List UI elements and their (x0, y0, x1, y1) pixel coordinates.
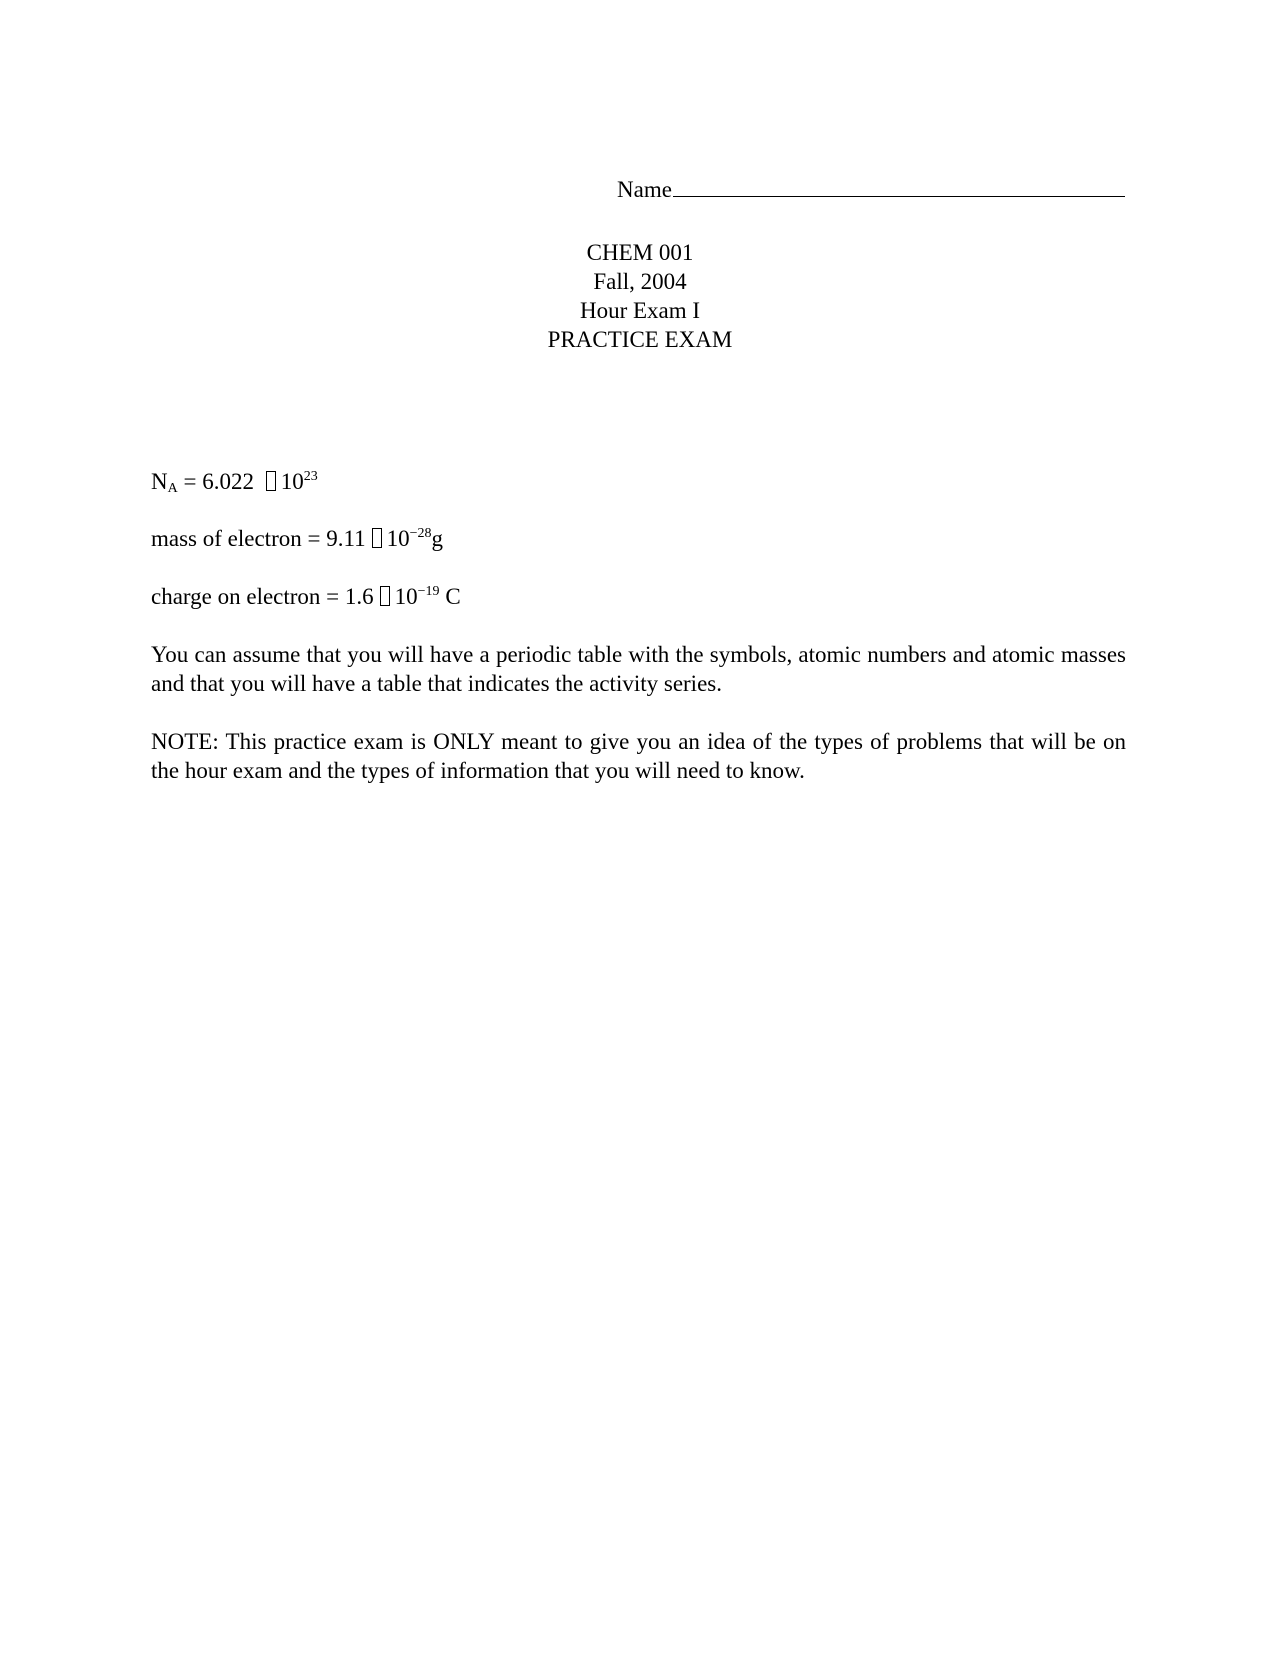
electron-charge-constant (151, 585, 461, 608)
avogadro-constant (151, 469, 318, 496)
electron-charge-unit: C (439, 584, 461, 609)
electron-mass-unit: g (431, 526, 443, 551)
electron-charge-exponent: −19 (417, 584, 440, 599)
electron-mass-exponent: −28 (409, 526, 432, 541)
avogadro-subscript: A (167, 481, 178, 496)
times-symbol-icon (266, 471, 276, 491)
times-symbol-icon (380, 586, 390, 606)
exam-title-block (440, 238, 840, 354)
avogadro-exponent: 23 (303, 469, 318, 484)
electron-mass-constant (151, 527, 443, 550)
avogadro-base: 10 (280, 469, 304, 494)
electron-mass-base: 10 (386, 526, 410, 551)
name-field[interactable] (617, 178, 1125, 201)
name-underline[interactable] (673, 178, 1125, 197)
avogadro-value: = 6.022 (177, 469, 260, 494)
electron-charge-label: charge on electron = 1.6 (151, 584, 374, 609)
electron-mass-label: mass of electron = 9.11 (151, 526, 366, 551)
periodic-table-note: You can assume that you will have a periodic table with the symbols, atomic numbers and atomic masses and that you will have a table that indicates the activity series. (151, 642, 1126, 696)
electron-charge-base: 10 (394, 584, 418, 609)
course-code: CHEM 001 (586, 240, 694, 265)
times-symbol-icon (372, 528, 382, 548)
semester: Fall, 2004 (593, 269, 687, 294)
avogadro-symbol: N (151, 469, 168, 494)
practice-exam-note: NOTE: This practice exam is ONLY meant to give you an idea of the types of problems that will be on the hour exam and the types of information that you will need to know. (151, 729, 1126, 783)
name-label: Name (617, 177, 672, 202)
exam-type: PRACTICE EXAM (547, 327, 733, 352)
exam-name: Hour Exam I (579, 298, 701, 323)
